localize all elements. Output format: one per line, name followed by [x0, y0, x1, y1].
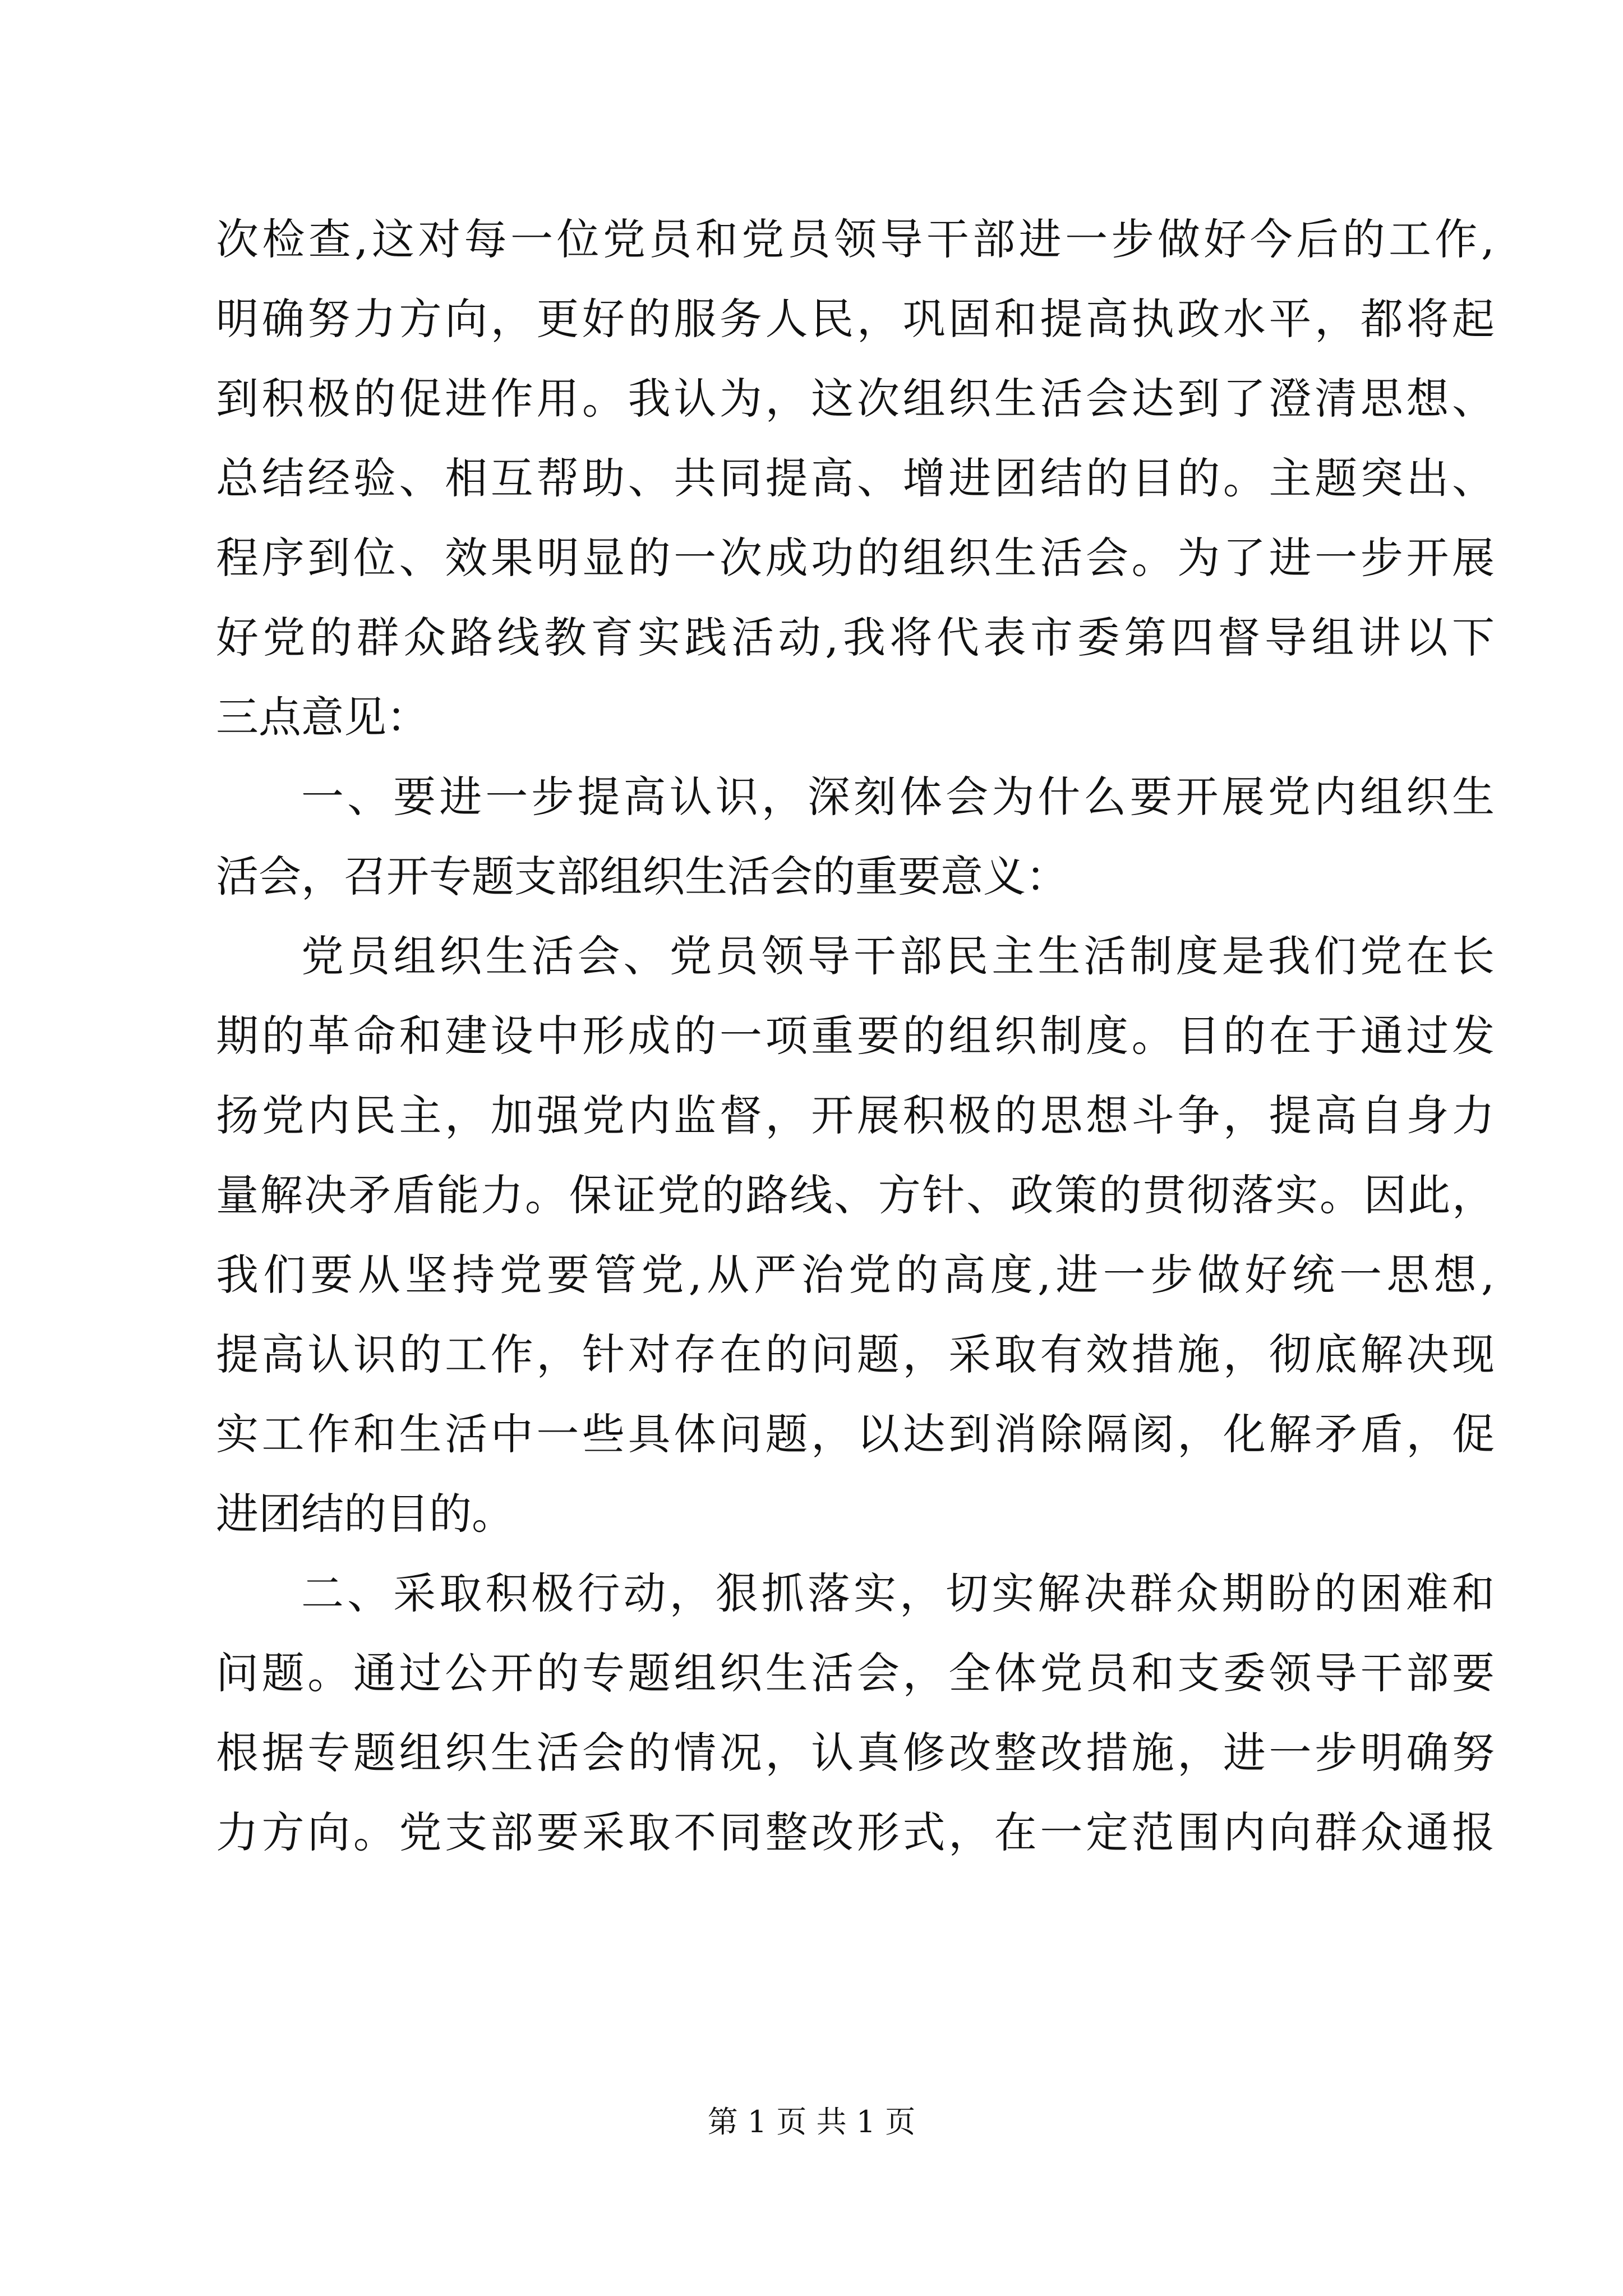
- text-line: 实工作和生活中一些具体问题，以达到消除隔阂，化解矛盾，促: [216, 1409, 1495, 1459]
- text-line: 提高认识的工作，针对存在的问题，采取有效措施，彻底解决现: [216, 1329, 1495, 1379]
- text-line: 活会，召开专题支部组织生活会的重要意义：: [216, 852, 1068, 901]
- text-line: 好党的群众路线教育实践活动,我将代表市委第四督导组讲以下: [216, 613, 1495, 662]
- text-line: 期的革命和建设中形成的一项重要的组织制度。目的在于通过发: [216, 1011, 1495, 1061]
- text-line: 总结经验、相互帮助、共同提高、增进团结的目的。主题突出、: [216, 453, 1495, 503]
- text-line: 明确努力方向，更好的服务人民，巩固和提高执政水平，都将起: [216, 294, 1495, 344]
- text-line: 问题。通过公开的专题组织生活会，全体党员和支委领导干部要: [216, 1648, 1495, 1698]
- text-line: 量解决矛盾能力。保证党的路线、方针、政策的贯彻落实。因此，: [216, 1170, 1495, 1220]
- document-body: [216, 200, 1495, 1872]
- paragraph-start: 党员组织生活会、党员领导干部民主生活制度是我们党在长: [301, 931, 1495, 981]
- text-line: 次检查,这对每一位党员和党员领导干部进一步做好今后的工作,: [216, 214, 1495, 264]
- text-line: 扬党内民主，加强党内监督，开展积极的思想斗争，提高自身力: [216, 1091, 1495, 1140]
- text-line: 进团结的目的。: [216, 1489, 514, 1539]
- text-line: 程序到位、效果明显的一次成功的组织生活会。为了进一步开展: [216, 533, 1495, 583]
- text-line: 三点意见：: [216, 692, 429, 742]
- text-line: 到积极的促进作用。我认为，这次组织生活会达到了澄清思想、: [216, 374, 1495, 424]
- text-line: 我们要从坚持党要管党,从严治党的高度,进一步做好统一思想,: [216, 1250, 1495, 1300]
- page-number-footer: 第 1 页 共 1 页: [707, 2104, 916, 2139]
- text-line: 根据专题组织生活会的情况，认真修改整改措施，进一步明确努: [216, 1728, 1495, 1778]
- paragraph-heading-2: 二、采取积极行动，狠抓落实，切实解决群众期盼的困难和: [301, 1568, 1495, 1618]
- paragraph-heading-1: 一、要进一步提高认识，深刻体会为什么要开展党内组织生: [301, 772, 1495, 822]
- text-line: 力方向。党支部要采取不同整改形式，在一定范围内向群众通报: [216, 1807, 1495, 1857]
